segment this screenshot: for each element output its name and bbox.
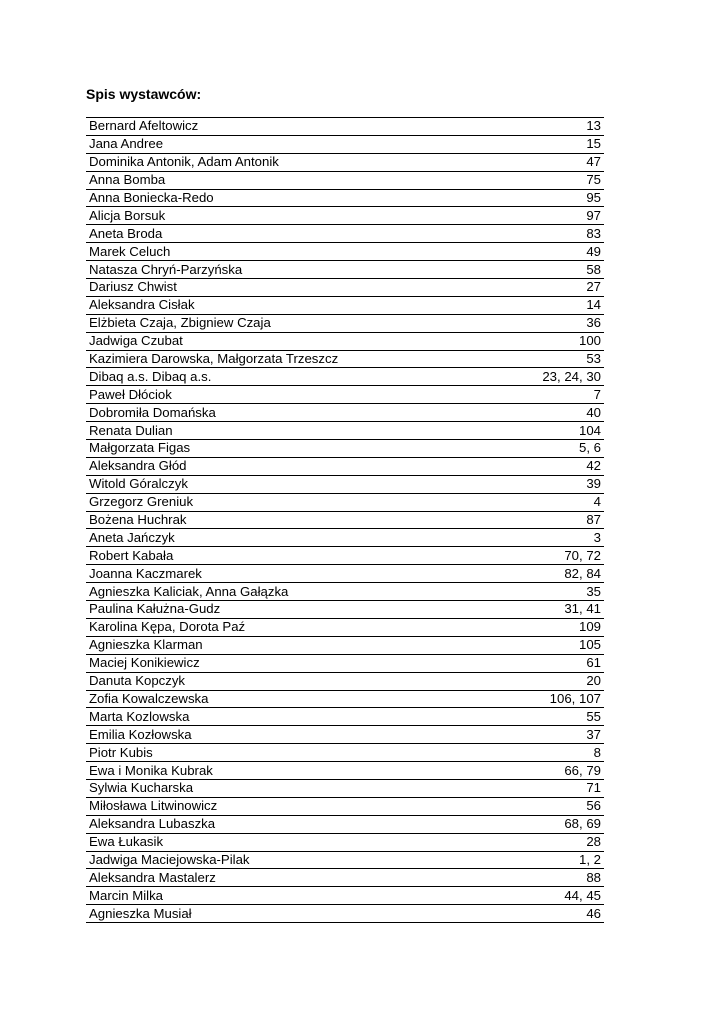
exhibitor-name: Kazimiera Darowska, Małgorzata Trzeszcz (86, 350, 499, 368)
table-row (86, 243, 604, 261)
exhibitor-numbers: 3 (499, 529, 604, 547)
table-row (86, 189, 604, 207)
exhibitor-name: Emilia Kozłowska (86, 726, 499, 744)
exhibitor-name: Aneta Jańczyk (86, 529, 499, 547)
exhibitor-name: Miłosława Litwinowicz (86, 797, 499, 815)
exhibitor-numbers: 27 (499, 279, 604, 297)
exhibitor-name: Agnieszka Kaliciak, Anna Gałązka (86, 583, 499, 601)
exhibitor-name: Anna Boniecka-Redo (86, 189, 499, 207)
table-row (86, 779, 604, 797)
table-row (86, 905, 604, 923)
exhibitor-numbers: 97 (499, 207, 604, 225)
exhibitor-numbers: 49 (499, 243, 604, 261)
exhibitor-numbers: 7 (499, 386, 604, 404)
table-row (86, 225, 604, 243)
table-row (86, 618, 604, 636)
exhibitor-numbers: 1, 2 (499, 851, 604, 869)
exhibitor-numbers: 37 (499, 726, 604, 744)
table-row (86, 368, 604, 386)
table-row (86, 118, 604, 136)
exhibitor-name: Alicja Borsuk (86, 207, 499, 225)
exhibitor-numbers: 104 (499, 422, 604, 440)
exhibitor-name: Natasza Chryń-Parzyńska (86, 261, 499, 279)
table-row (86, 457, 604, 475)
table-row (86, 386, 604, 404)
exhibitor-name: Aleksandra Mastalerz (86, 869, 499, 887)
table-row (86, 887, 604, 905)
exhibitor-numbers: 40 (499, 404, 604, 422)
exhibitor-name: Agnieszka Klarman (86, 636, 499, 654)
exhibitor-name: Maciej Konikiewicz (86, 654, 499, 672)
exhibitor-name: Aleksandra Lubaszka (86, 815, 499, 833)
exhibitor-numbers: 42 (499, 457, 604, 475)
table-row (86, 744, 604, 762)
exhibitor-name: Jadwiga Czubat (86, 332, 499, 350)
exhibitor-name: Marcin Milka (86, 887, 499, 905)
table-row (86, 833, 604, 851)
exhibitor-name: Danuta Kopczyk (86, 672, 499, 690)
exhibitor-numbers: 88 (499, 869, 604, 887)
table-row (86, 636, 604, 654)
exhibitor-name: Zofia Kowalczewska (86, 690, 499, 708)
exhibitor-name: Renata Dulian (86, 422, 499, 440)
table-row (86, 654, 604, 672)
exhibitor-numbers: 5, 6 (499, 440, 604, 458)
exhibitors-table-body (86, 118, 604, 923)
exhibitor-numbers: 58 (499, 261, 604, 279)
exhibitor-numbers: 95 (499, 189, 604, 207)
table-row (86, 279, 604, 297)
table-row (86, 529, 604, 547)
exhibitor-name: Grzegorz Greniuk (86, 493, 499, 511)
exhibitor-name: Dibaq a.s. Dibaq a.s. (86, 368, 499, 386)
exhibitor-name: Joanna Kaczmarek (86, 565, 499, 583)
exhibitor-name: Dobromiła Domańska (86, 404, 499, 422)
table-row (86, 314, 604, 332)
table-row (86, 708, 604, 726)
table-row (86, 869, 604, 887)
exhibitor-name: Witold Góralczyk (86, 475, 499, 493)
table-row (86, 153, 604, 171)
exhibitor-numbers: 61 (499, 654, 604, 672)
exhibitor-name: Bożena Huchrak (86, 511, 499, 529)
table-row (86, 690, 604, 708)
exhibitor-numbers: 75 (499, 171, 604, 189)
table-row (86, 261, 604, 279)
exhibitor-name: Aleksandra Cisłak (86, 296, 499, 314)
table-row (86, 493, 604, 511)
exhibitor-name: Paweł Dłóciok (86, 386, 499, 404)
exhibitor-name: Robert Kabała (86, 547, 499, 565)
exhibitor-name: Sylwia Kucharska (86, 779, 499, 797)
table-row (86, 350, 604, 368)
table-row (86, 726, 604, 744)
exhibitor-numbers: 28 (499, 833, 604, 851)
table-row (86, 296, 604, 314)
exhibitor-numbers: 106, 107 (499, 690, 604, 708)
table-row (86, 171, 604, 189)
exhibitor-name: Jana Andree (86, 135, 499, 153)
exhibitor-name: Elżbieta Czaja, Zbigniew Czaja (86, 314, 499, 332)
exhibitor-numbers: 55 (499, 708, 604, 726)
exhibitor-numbers: 83 (499, 225, 604, 243)
table-row (86, 797, 604, 815)
table-row (86, 762, 604, 780)
exhibitor-name: Marta Kozlowska (86, 708, 499, 726)
exhibitor-numbers: 71 (499, 779, 604, 797)
exhibitor-name: Anna Bomba (86, 171, 499, 189)
exhibitor-name: Małgorzata Figas (86, 440, 499, 458)
table-row (86, 672, 604, 690)
exhibitor-name: Agnieszka Musiał (86, 905, 499, 923)
exhibitor-name: Marek Celuch (86, 243, 499, 261)
exhibitor-numbers: 20 (499, 672, 604, 690)
exhibitor-numbers: 56 (499, 797, 604, 815)
table-row (86, 511, 604, 529)
table-row (86, 422, 604, 440)
exhibitor-numbers: 15 (499, 135, 604, 153)
table-row (86, 440, 604, 458)
exhibitor-name: Bernard Afeltowicz (86, 118, 499, 136)
exhibitor-name: Ewa Łukasik (86, 833, 499, 851)
table-row (86, 135, 604, 153)
exhibitor-numbers: 36 (499, 314, 604, 332)
exhibitor-name: Dominika Antonik, Adam Antonik (86, 153, 499, 171)
exhibitor-name: Karolina Kępa, Dorota Paź (86, 618, 499, 636)
exhibitor-numbers: 53 (499, 350, 604, 368)
table-row (86, 815, 604, 833)
exhibitor-name: Paulina Kałużna-Gudz (86, 601, 499, 619)
table-row (86, 601, 604, 619)
exhibitor-numbers: 105 (499, 636, 604, 654)
exhibitor-numbers: 46 (499, 905, 604, 923)
exhibitor-numbers: 82, 84 (499, 565, 604, 583)
exhibitor-numbers: 70, 72 (499, 547, 604, 565)
exhibitor-name: Aleksandra Głód (86, 457, 499, 475)
exhibitor-numbers: 35 (499, 583, 604, 601)
exhibitor-numbers: 109 (499, 618, 604, 636)
exhibitor-numbers: 68, 69 (499, 815, 604, 833)
exhibitor-numbers: 13 (499, 118, 604, 136)
exhibitor-numbers: 4 (499, 493, 604, 511)
table-row (86, 583, 604, 601)
table-row (86, 404, 604, 422)
exhibitor-numbers: 8 (499, 744, 604, 762)
exhibitor-numbers: 31, 41 (499, 601, 604, 619)
exhibitor-numbers: 100 (499, 332, 604, 350)
exhibitor-name: Jadwiga Maciejowska-Pilak (86, 851, 499, 869)
table-row (86, 475, 604, 493)
exhibitors-table (86, 117, 604, 923)
table-row (86, 207, 604, 225)
table-row (86, 851, 604, 869)
exhibitor-numbers: 47 (499, 153, 604, 171)
page-title: Spis wystawców: (86, 86, 202, 102)
table-row (86, 332, 604, 350)
table-row (86, 565, 604, 583)
exhibitor-numbers: 14 (499, 296, 604, 314)
exhibitor-name: Piotr Kubis (86, 744, 499, 762)
exhibitor-name: Dariusz Chwist (86, 279, 499, 297)
exhibitor-numbers: 23, 24, 30 (499, 368, 604, 386)
exhibitor-numbers: 87 (499, 511, 604, 529)
exhibitor-name: Ewa i Monika Kubrak (86, 762, 499, 780)
exhibitor-numbers: 66, 79 (499, 762, 604, 780)
table-row (86, 547, 604, 565)
exhibitor-numbers: 44, 45 (499, 887, 604, 905)
exhibitor-numbers: 39 (499, 475, 604, 493)
exhibitor-name: Aneta Broda (86, 225, 499, 243)
